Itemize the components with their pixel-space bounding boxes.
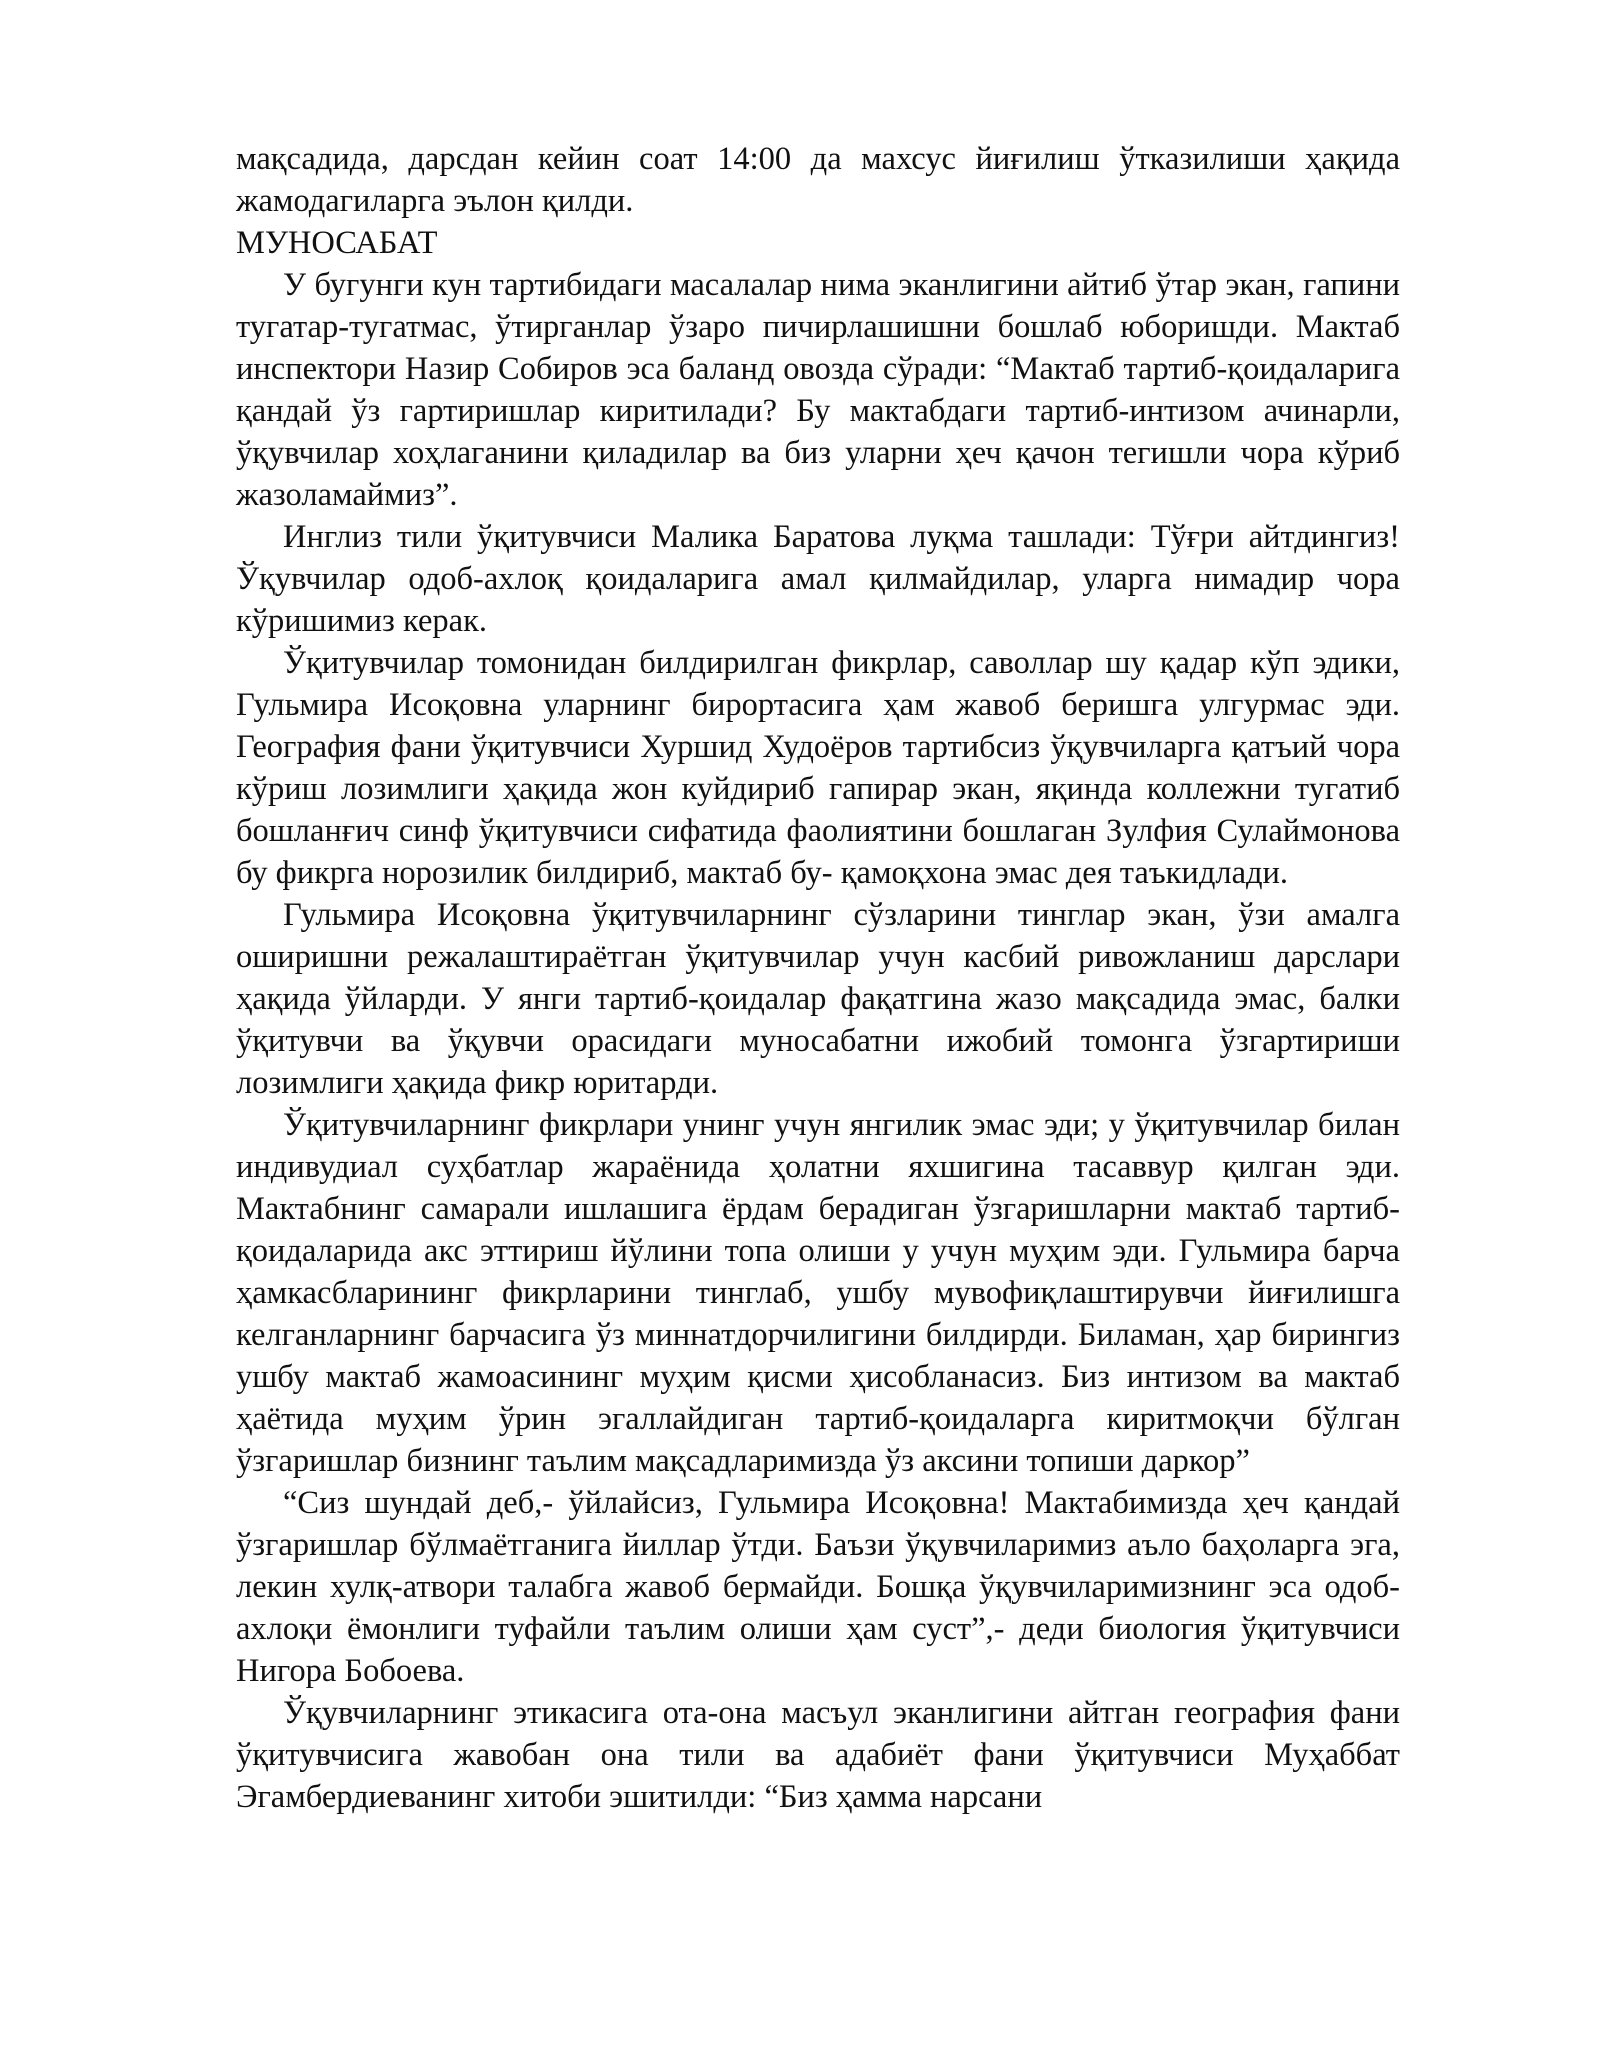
continuation-paragraph: мақсадида, дарсдан кейин соат 14:00 да махсус йиғилиш ўтказилиши ҳақида жамодагиларга эълон қилди. (236, 141, 1400, 219)
section-heading: МУНОСАБАТ (236, 225, 438, 261)
document-page (236, 138, 1400, 1818)
paragraph-5: Ўқитувчиларнинг фикрлари унинг учун янгилик эмас эди; у ўқитувчилар билан индивудиал суҳбатлар жараёнида ҳолатни яхшигина тасаввур қилган эди. Мактабнинг самарали ишлашига ёрдам берадиган ўзгаришларни мактаб тартиб-қоидаларида акс эттириш йўлини топа олиши у учун муҳим эди. Гульмира барча ҳамкасбларининг фикрларини тинглаб, ушбу мувофиқлаштирувчи йиғилишга келганларнинг барчасига ўз миннатдорчилигини билдирди. Биламан, ҳар бирингиз ушбу мактаб жамоасининг муҳим қисми ҳисобланасиз. Биз интизом ва мактаб ҳаётида муҳим ўрин эгаллайдиган тартиб-қоидаларга киритмоқчи бўлган ўзгаришлар бизнинг таълим мақсадларимизда ўз аксини топиши даркор” (236, 1107, 1400, 1479)
paragraph-1: У бугунги кун тартибидаги масалалар нима эканлигини айтиб ўтар экан, гапини тугатар-тугатмас, ўтирганлар ўзаро пичирлашишни бошлаб юборишди. Мактаб инспектори Назир Собиров эса баланд овозда сўради: “Мактаб тартиб-қоидаларига қандай ўз гартиришлар киритилади? Бу мактабдаги тартиб-интизом ачинарли, ўқувчилар хоҳлаганини қиладилар ва биз уларни ҳеч қачон тегишли чора кўриб жазоламаймиз”. (236, 267, 1400, 513)
paragraph-3: Ўқитувчилар томонидан билдирилган фикрлар, саволлар шу қадар кўп эдики, Гульмира Исоқовна уларнинг бирортасига ҳам жавоб беришга улгурмас эди. География фани ўқитувчиси Хуршид Худоёров тартибсиз ўқувчиларга қатъий чора кўриш лозимлиги ҳақида жон куйдириб гапирар экан, яқинда коллежни тугатиб бошланғич синф ўқитувчиси сифатида фаолиятини бошлаган Зулфия Сулаймонова бу фикрга норозилик билдириб, мактаб бу- қамоқхона эмас дея таъкидлади. (236, 645, 1400, 891)
paragraph-7: Ўқувчиларнинг этикасига ота-она масъул эканлигини айтган география фани ўқитувчисига жавобан она тили ва адабиёт фани ўқитувчиси Муҳаббат Эгамбердиеванинг хитоби эшитилди: “Биз ҳамма нарсани (236, 1695, 1400, 1815)
paragraph-6: “Сиз шундай деб,- ўйлайсиз, Гульмира Исоқовна! Мактабимизда ҳеч қандай ўзгаришлар бўлмаётганига йиллар ўтди. Баъзи ўқувчиларимиз аъло баҳоларга эга, лекин хулқ-атвори талабга жавоб бермайди. Бошқа ўқувчиларимизнинг эса одоб-ахлоқи ёмонлиги туфайли таълим олиши ҳам суст”,- деди биология ўқитувчиси Нигора Бобоева. (236, 1485, 1400, 1689)
paragraph-2: Инглиз тили ўқитувчиси Малика Баратова луқма ташлади: Тўғри айтдингиз! Ўқувчилар одоб-ахлоқ қоидаларига амал қилмайдилар, уларга нимадир чора кўришимиз керак. (236, 519, 1400, 639)
paragraph-4: Гульмира Исоқовна ўқитувчиларнинг сўзларини тинглар экан, ўзи амалга оширишни режалаштираётган ўқитувчилар учун касбий ривожланиш дарслари ҳақида ўйларди. У янги тартиб-қоидалар фақатгина жазо мақсадида эмас, балки ўқитувчи ва ўқувчи орасидаги муносабатни ижобий томонга ўзгартириши лозимлиги ҳақида фикр юритарди. (236, 897, 1400, 1101)
